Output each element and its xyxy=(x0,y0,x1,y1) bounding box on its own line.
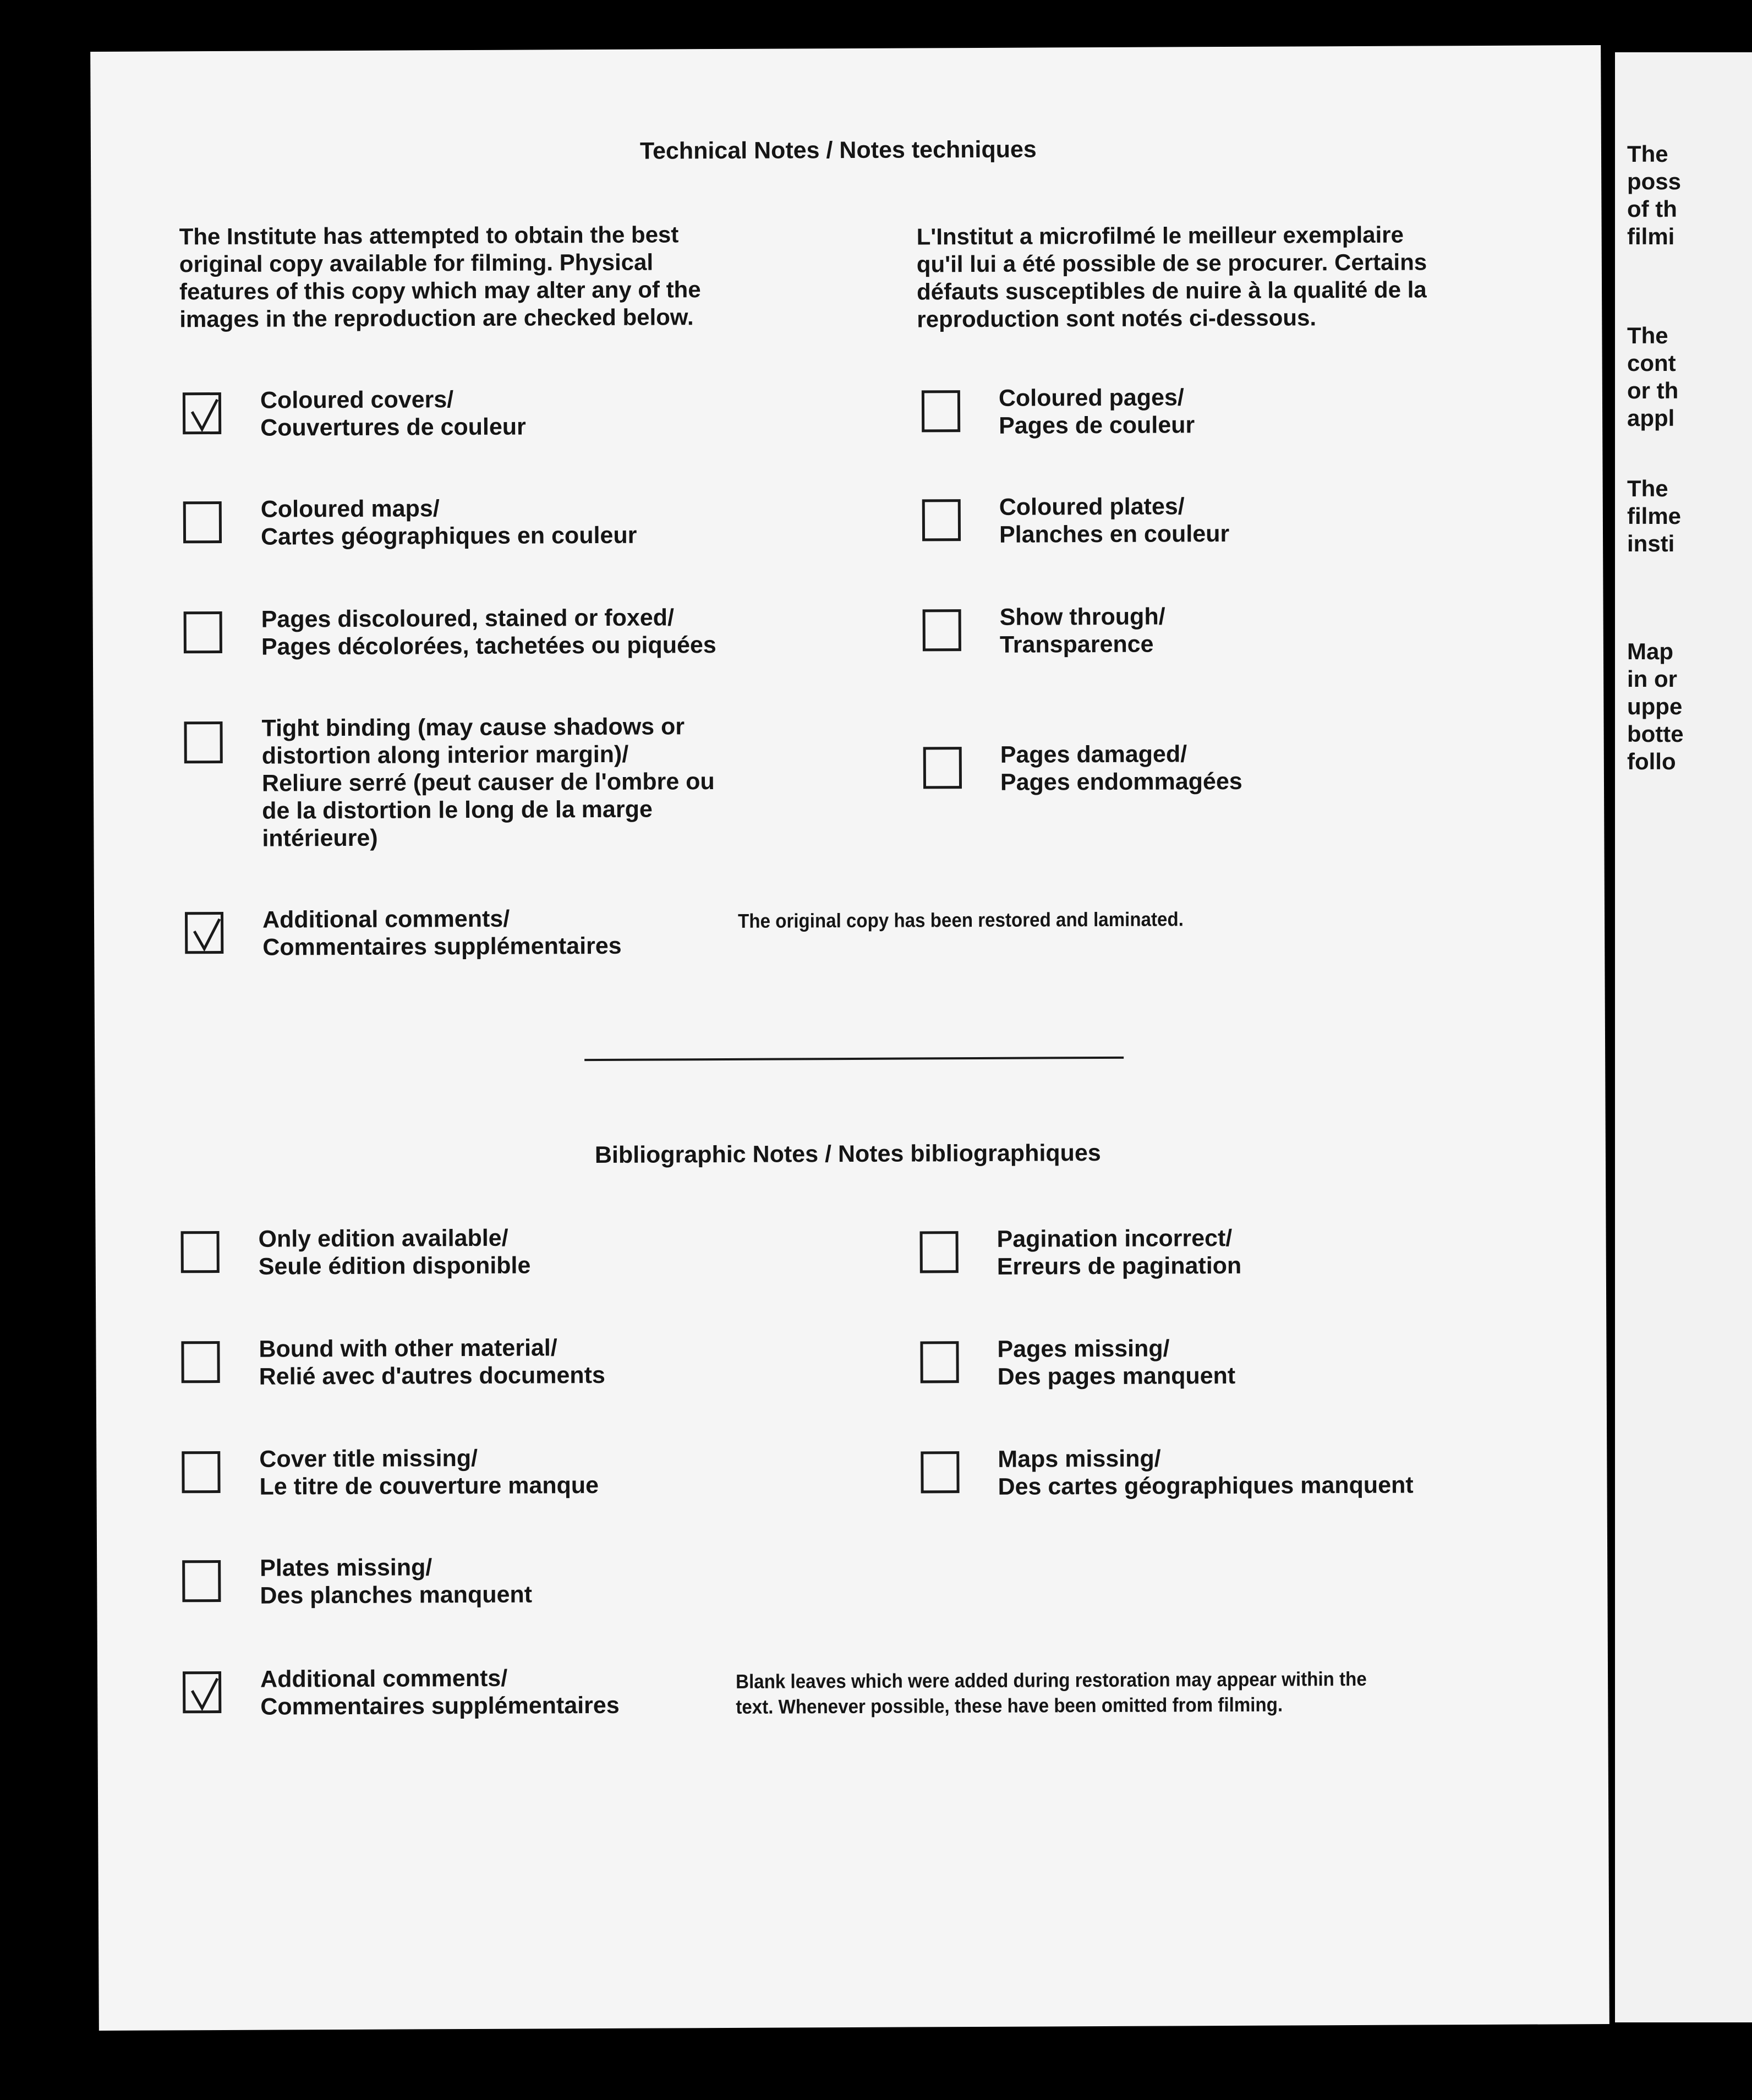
item-label-en: Pagination incorrect/ xyxy=(997,1224,1233,1253)
checkbox-bibliographic-comments[interactable] xyxy=(183,1671,221,1713)
fragment-line: poss xyxy=(1627,168,1682,194)
item-label-fr: intérieure) xyxy=(262,824,378,852)
fragment-line: of th xyxy=(1627,196,1677,222)
item-label-fr: de la distortion le long de la marge xyxy=(262,796,653,824)
item-label-fr: Des cartes géographiques manquent xyxy=(998,1472,1414,1500)
checkbox-coloured-pages[interactable] xyxy=(922,390,960,432)
item-label-fr: Cartes géographiques en couleur xyxy=(260,522,637,550)
checkbox-additional-comments[interactable] xyxy=(185,912,223,954)
fragment-line: The xyxy=(1627,322,1668,348)
checkbox-tight-binding[interactable] xyxy=(184,721,222,763)
bibliographic-comment-line: Blank leaves which were added during restoration may appear within the xyxy=(736,1667,1367,1693)
item-label-fr: Des planches manquent xyxy=(260,1581,533,1609)
fragment-line: in or xyxy=(1627,666,1677,692)
intro-en-line: original copy available for filming. Physical xyxy=(179,249,654,277)
fragment-line: Map xyxy=(1627,638,1673,664)
intro-en-line: The Institute has attempted to obtain the best xyxy=(179,221,679,250)
adjacent-page-fragment xyxy=(1615,52,1752,2022)
fragment-line: filmi xyxy=(1627,223,1675,249)
item-label-fr: Pages de couleur xyxy=(999,412,1195,439)
fragment-line: cont xyxy=(1627,350,1676,376)
checkbox-pagination-incorrect[interactable] xyxy=(920,1231,959,1273)
checkbox-bound-with[interactable] xyxy=(181,1341,220,1383)
item-label-en: Coloured pages/ xyxy=(998,384,1184,412)
item-label-en: Cover title missing/ xyxy=(259,1445,478,1473)
fragment-line: The xyxy=(1627,475,1668,501)
checkbox-show-through[interactable] xyxy=(923,609,961,651)
section-divider xyxy=(584,1057,1124,1061)
checkbox-pages-damaged[interactable] xyxy=(923,747,962,789)
item-label-en: Only edition available/ xyxy=(258,1224,508,1253)
checkbox-coloured-covers[interactable] xyxy=(183,392,221,434)
item-label-fr: Reliure serré (peut causer de l'ombre ou xyxy=(261,768,715,797)
item-label-fr: Seule édition disponible xyxy=(258,1252,531,1280)
item-label-fr: Commentaires supplémentaires xyxy=(260,1692,620,1720)
checkbox-pages-discoloured[interactable] xyxy=(184,611,222,653)
fragment-line: insti xyxy=(1627,531,1675,556)
item-label-fr: Pages endommagées xyxy=(1000,768,1242,796)
item-label-en: Additional comments/ xyxy=(262,905,510,933)
checkbox-maps-missing[interactable] xyxy=(921,1451,959,1493)
item-label-en: Additional comments/ xyxy=(260,1665,508,1693)
item-label-en: Plates missing/ xyxy=(260,1554,432,1582)
fragment-line: filme xyxy=(1627,503,1682,529)
checkbox-plates-missing[interactable] xyxy=(182,1560,221,1602)
item-label-en: Pages damaged/ xyxy=(1000,741,1187,768)
checkbox-coloured-plates[interactable] xyxy=(922,499,961,541)
checkbox-pages-missing[interactable] xyxy=(920,1341,959,1383)
item-label-fr: Le titre de couverture manque xyxy=(259,1472,599,1500)
fragment-line: The xyxy=(1627,141,1668,167)
intro-fr-line: L'Institut a microfilmé le meilleur exemplaire xyxy=(916,221,1404,250)
additional-comment-text: The original copy has been restored and laminated. xyxy=(737,907,1184,932)
fragment-line: uppe xyxy=(1627,693,1683,719)
item-label-fr: Relié avec d'autres documents xyxy=(259,1361,605,1390)
item-label-en: Coloured maps/ xyxy=(260,495,440,523)
intro-fr-line: qu'il lui a été possible de se procurer. Certains xyxy=(916,249,1427,277)
intro-fr-line: reproduction sont notés ci-dessous. xyxy=(917,304,1317,332)
checkbox-only-edition[interactable] xyxy=(181,1231,220,1273)
item-label-fr: Pages décolorées, tachetées ou piquées xyxy=(261,632,716,660)
item-label-en: Bound with other material/ xyxy=(259,1335,557,1363)
fragment-line: or th xyxy=(1627,378,1679,403)
checkmark-icon xyxy=(188,1674,222,1713)
item-label-en: Maps missing/ xyxy=(998,1445,1161,1473)
item-label-fr: Commentaires supplémentaires xyxy=(262,932,622,961)
item-label-fr: Planches en couleur xyxy=(999,520,1230,548)
item-label-fr: Transparence xyxy=(999,631,1154,658)
intro-en-line: images in the reproduction are checked below. xyxy=(179,304,694,332)
item-label-en: Pages discoloured, stained or foxed/ xyxy=(261,604,675,633)
bibliographic-comment-line: text. Whenever possible, these have been omitted from filming. xyxy=(736,1693,1283,1718)
technical-notes-heading: Technical Notes / Notes techniques xyxy=(639,136,1037,165)
fragment-line: appl xyxy=(1627,405,1675,431)
intro-fr-line: défauts susceptibles de nuire à la qualité de la xyxy=(916,276,1427,305)
fragment-line: follo xyxy=(1627,748,1676,774)
checkmark-icon xyxy=(190,915,224,953)
item-label-en: Pages missing/ xyxy=(997,1335,1170,1363)
item-label-en: Coloured covers/ xyxy=(260,386,454,414)
fragment-line: botte xyxy=(1627,721,1684,747)
bibliographic-notes-heading: Bibliographic Notes / Notes bibliographiques xyxy=(594,1140,1101,1169)
item-label-en: Coloured plates/ xyxy=(999,493,1185,521)
checkbox-coloured-maps[interactable] xyxy=(183,501,222,543)
item-label-en: Tight binding (may cause shadows or xyxy=(261,713,685,742)
checkmark-icon xyxy=(188,395,222,434)
checkbox-cover-title-missing[interactable] xyxy=(182,1451,220,1493)
item-label-en: distortion along interior margin)/ xyxy=(261,741,629,769)
item-label-fr: Couvertures de couleur xyxy=(260,413,526,441)
technical-notes-page xyxy=(90,45,1609,2031)
item-label-fr: Des pages manquent xyxy=(997,1362,1236,1390)
item-label-en: Show through/ xyxy=(999,603,1165,631)
item-label-fr: Erreurs de pagination xyxy=(997,1252,1242,1280)
intro-en-line: features of this copy which may alter any of the xyxy=(179,276,701,305)
